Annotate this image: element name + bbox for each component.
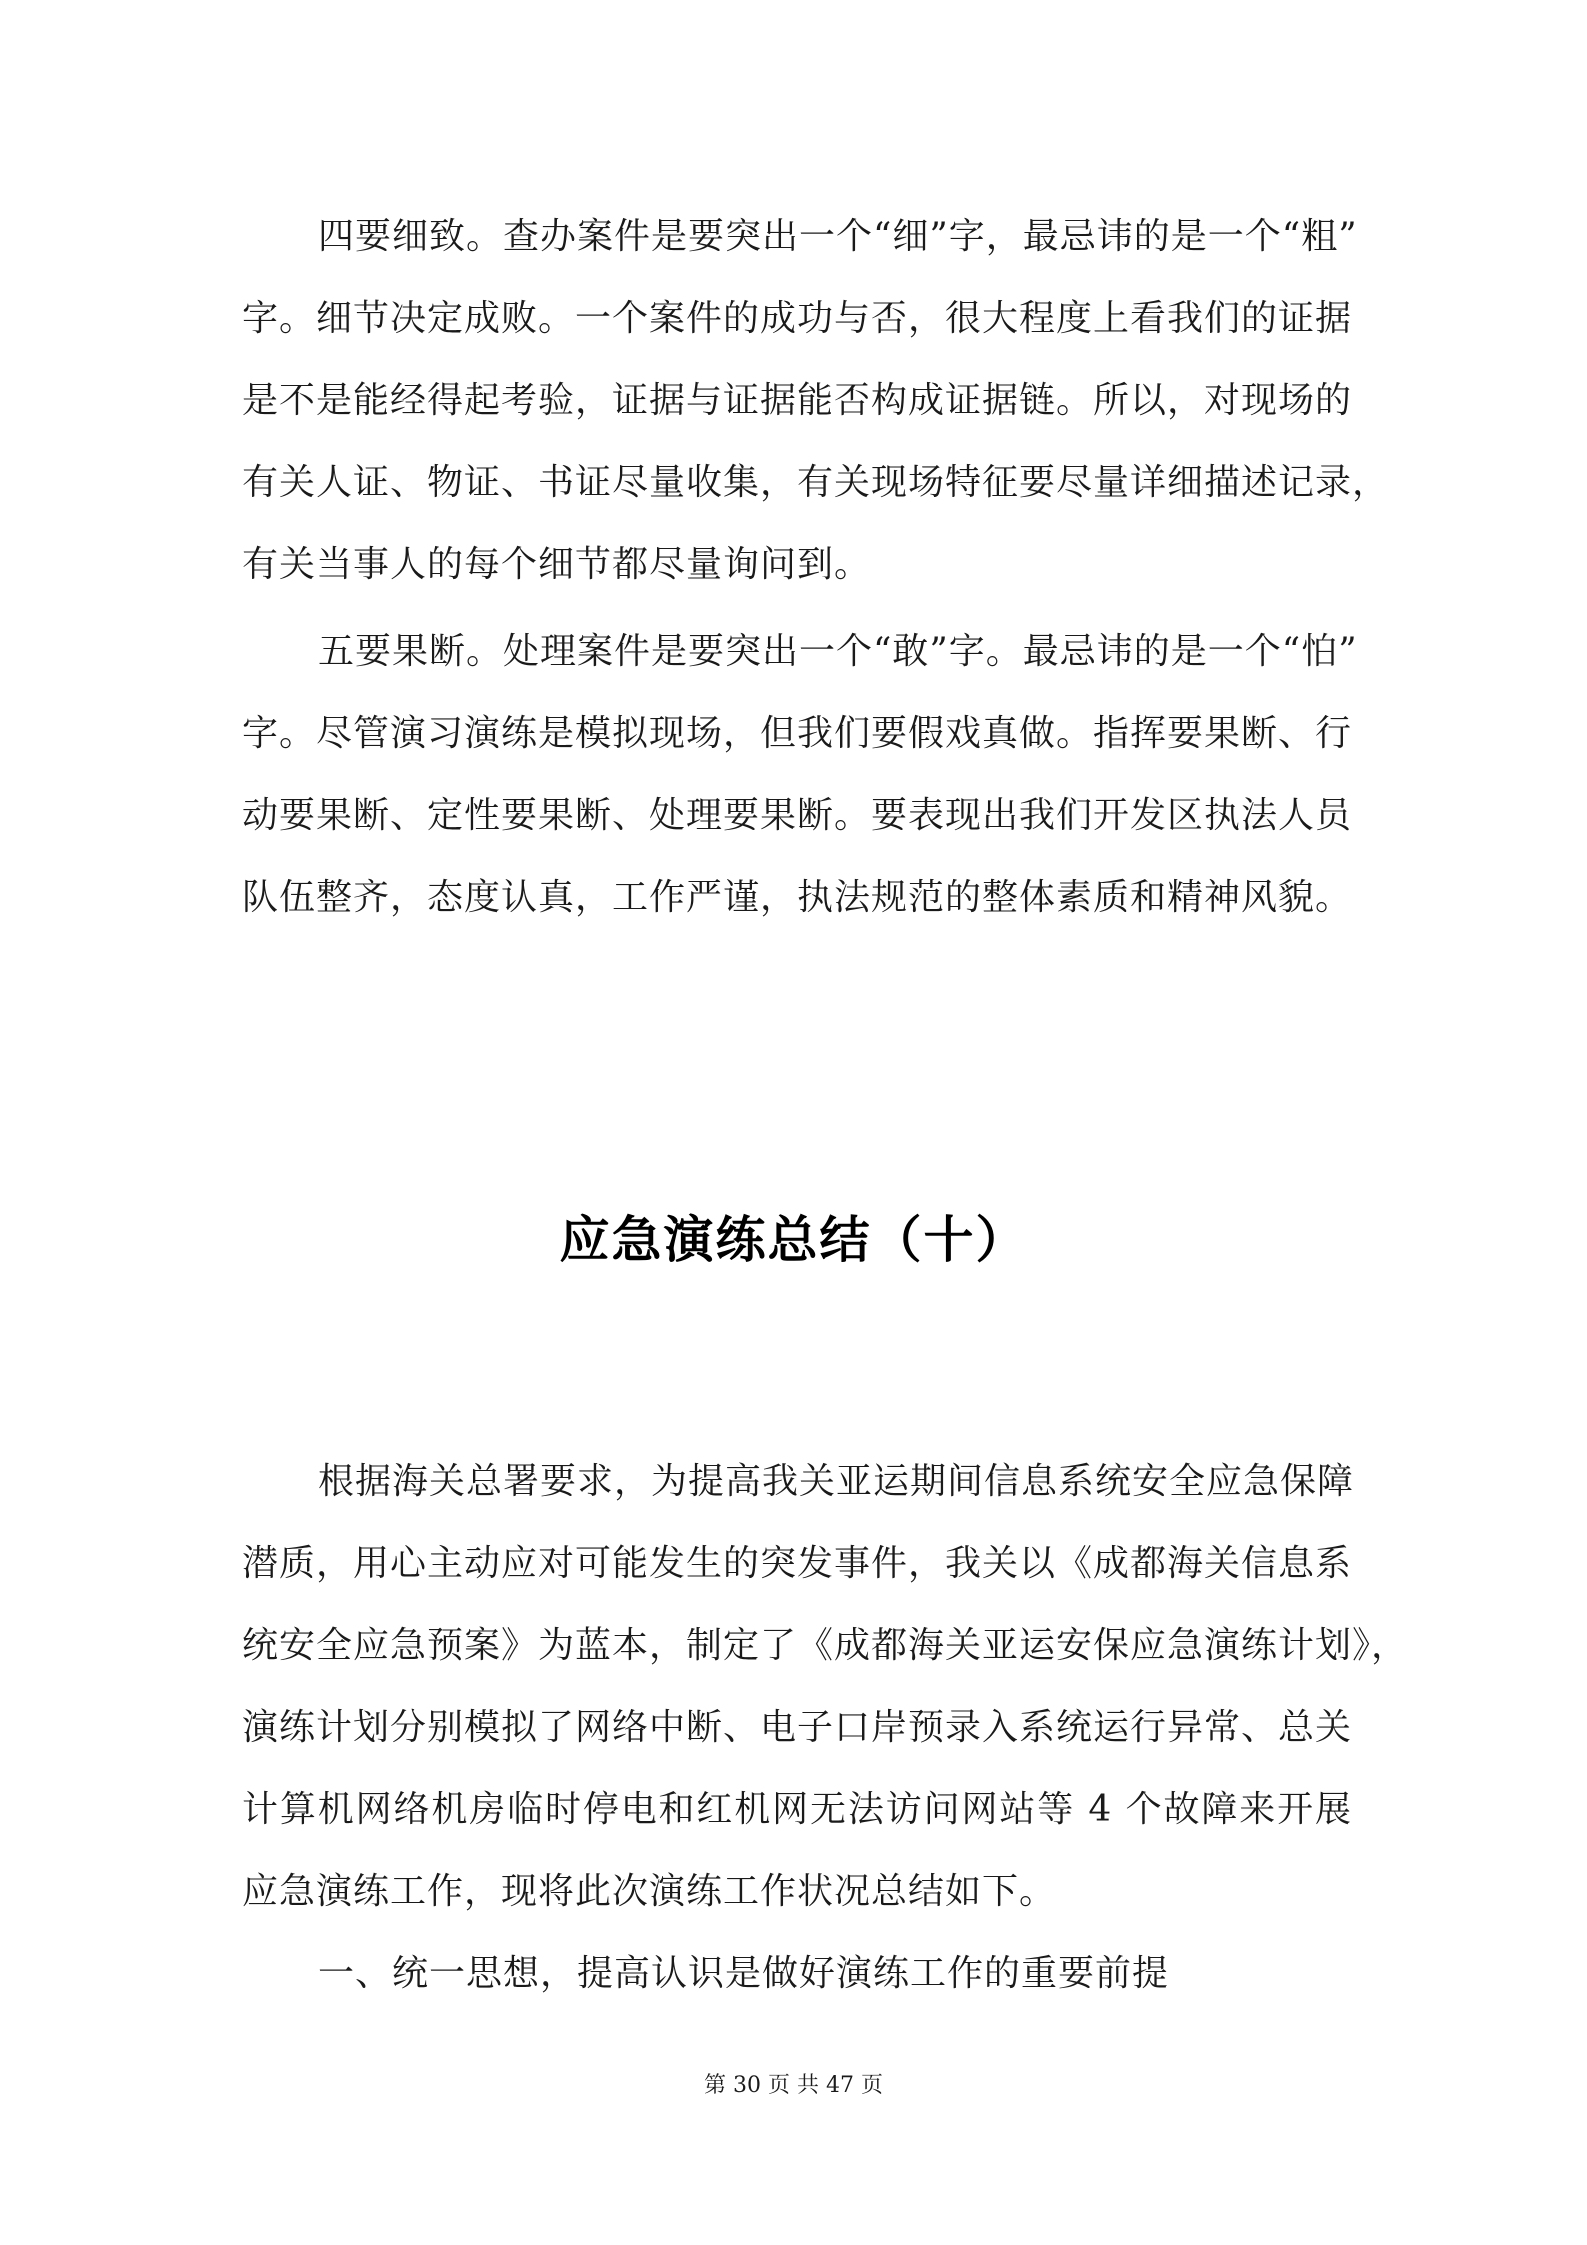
paragraph-line: 应急演练工作，现将此次演练工作状况总结如下。 xyxy=(242,1871,1057,1912)
page-title: 应急演练总结（十） xyxy=(559,1211,1028,1269)
paragraph-line: 统安全应急预案》为蓝本，制定了《成都海关亚运安保应急演练计划》， xyxy=(242,1625,1409,1666)
paragraph-line: 字。细节决定成败。一个案件的成功与否，很大程度上看我们的证据 xyxy=(242,298,1353,339)
section-heading: 一、统一思想，提高认识是做好演练工作的重要前提 xyxy=(318,1953,1170,1994)
paragraph-line: 字。尽管演习演练是模拟现场，但我们要假戏真做。指挥要果断、行 xyxy=(242,713,1353,754)
paragraph-line: 潜质，用心主动应对可能发生的突发事件，我关以《成都海关信息系 xyxy=(242,1543,1353,1584)
paragraph-line: 五要果断。处理案件是要突出一个“敢”字。最忌讳的是一个“怕” xyxy=(318,631,1358,672)
paragraph-line: 四要细致。查办案件是要突出一个“细”字，最忌讳的是一个“粗” xyxy=(318,216,1358,257)
paragraph-line: 队伍整齐，态度认真，工作严谨，执法规范的整体素质和精神风貌。 xyxy=(242,877,1353,918)
paragraph-line: 演练计划分别模拟了网络中断、电子口岸预录入系统运行异常、总关 xyxy=(242,1707,1353,1748)
paragraph-line: 根据海关总署要求，为提高我关亚运期间信息系统安全应急保障 xyxy=(318,1461,1355,1502)
paragraph-line: 有关人证、物证、书证尽量收集，有关现场特征要尽量详细描述记录， xyxy=(242,462,1390,503)
paragraph-line: 有关当事人的每个细节都尽量询问到。 xyxy=(242,544,872,585)
paragraph-line: 计算机网络机房临时停电和红机网无法访问网站等 4 个故障来开展 xyxy=(242,1789,1352,1830)
paragraph-line: 动要果断、定性要果断、处理要果断。要表现出我们开发区执法人员 xyxy=(242,795,1353,836)
page-number: 第 30 页 共 47 页 xyxy=(704,2073,883,2098)
paragraph-line: 是不是能经得起考验，证据与证据能否构成证据链。所以，对现场的 xyxy=(242,380,1353,421)
